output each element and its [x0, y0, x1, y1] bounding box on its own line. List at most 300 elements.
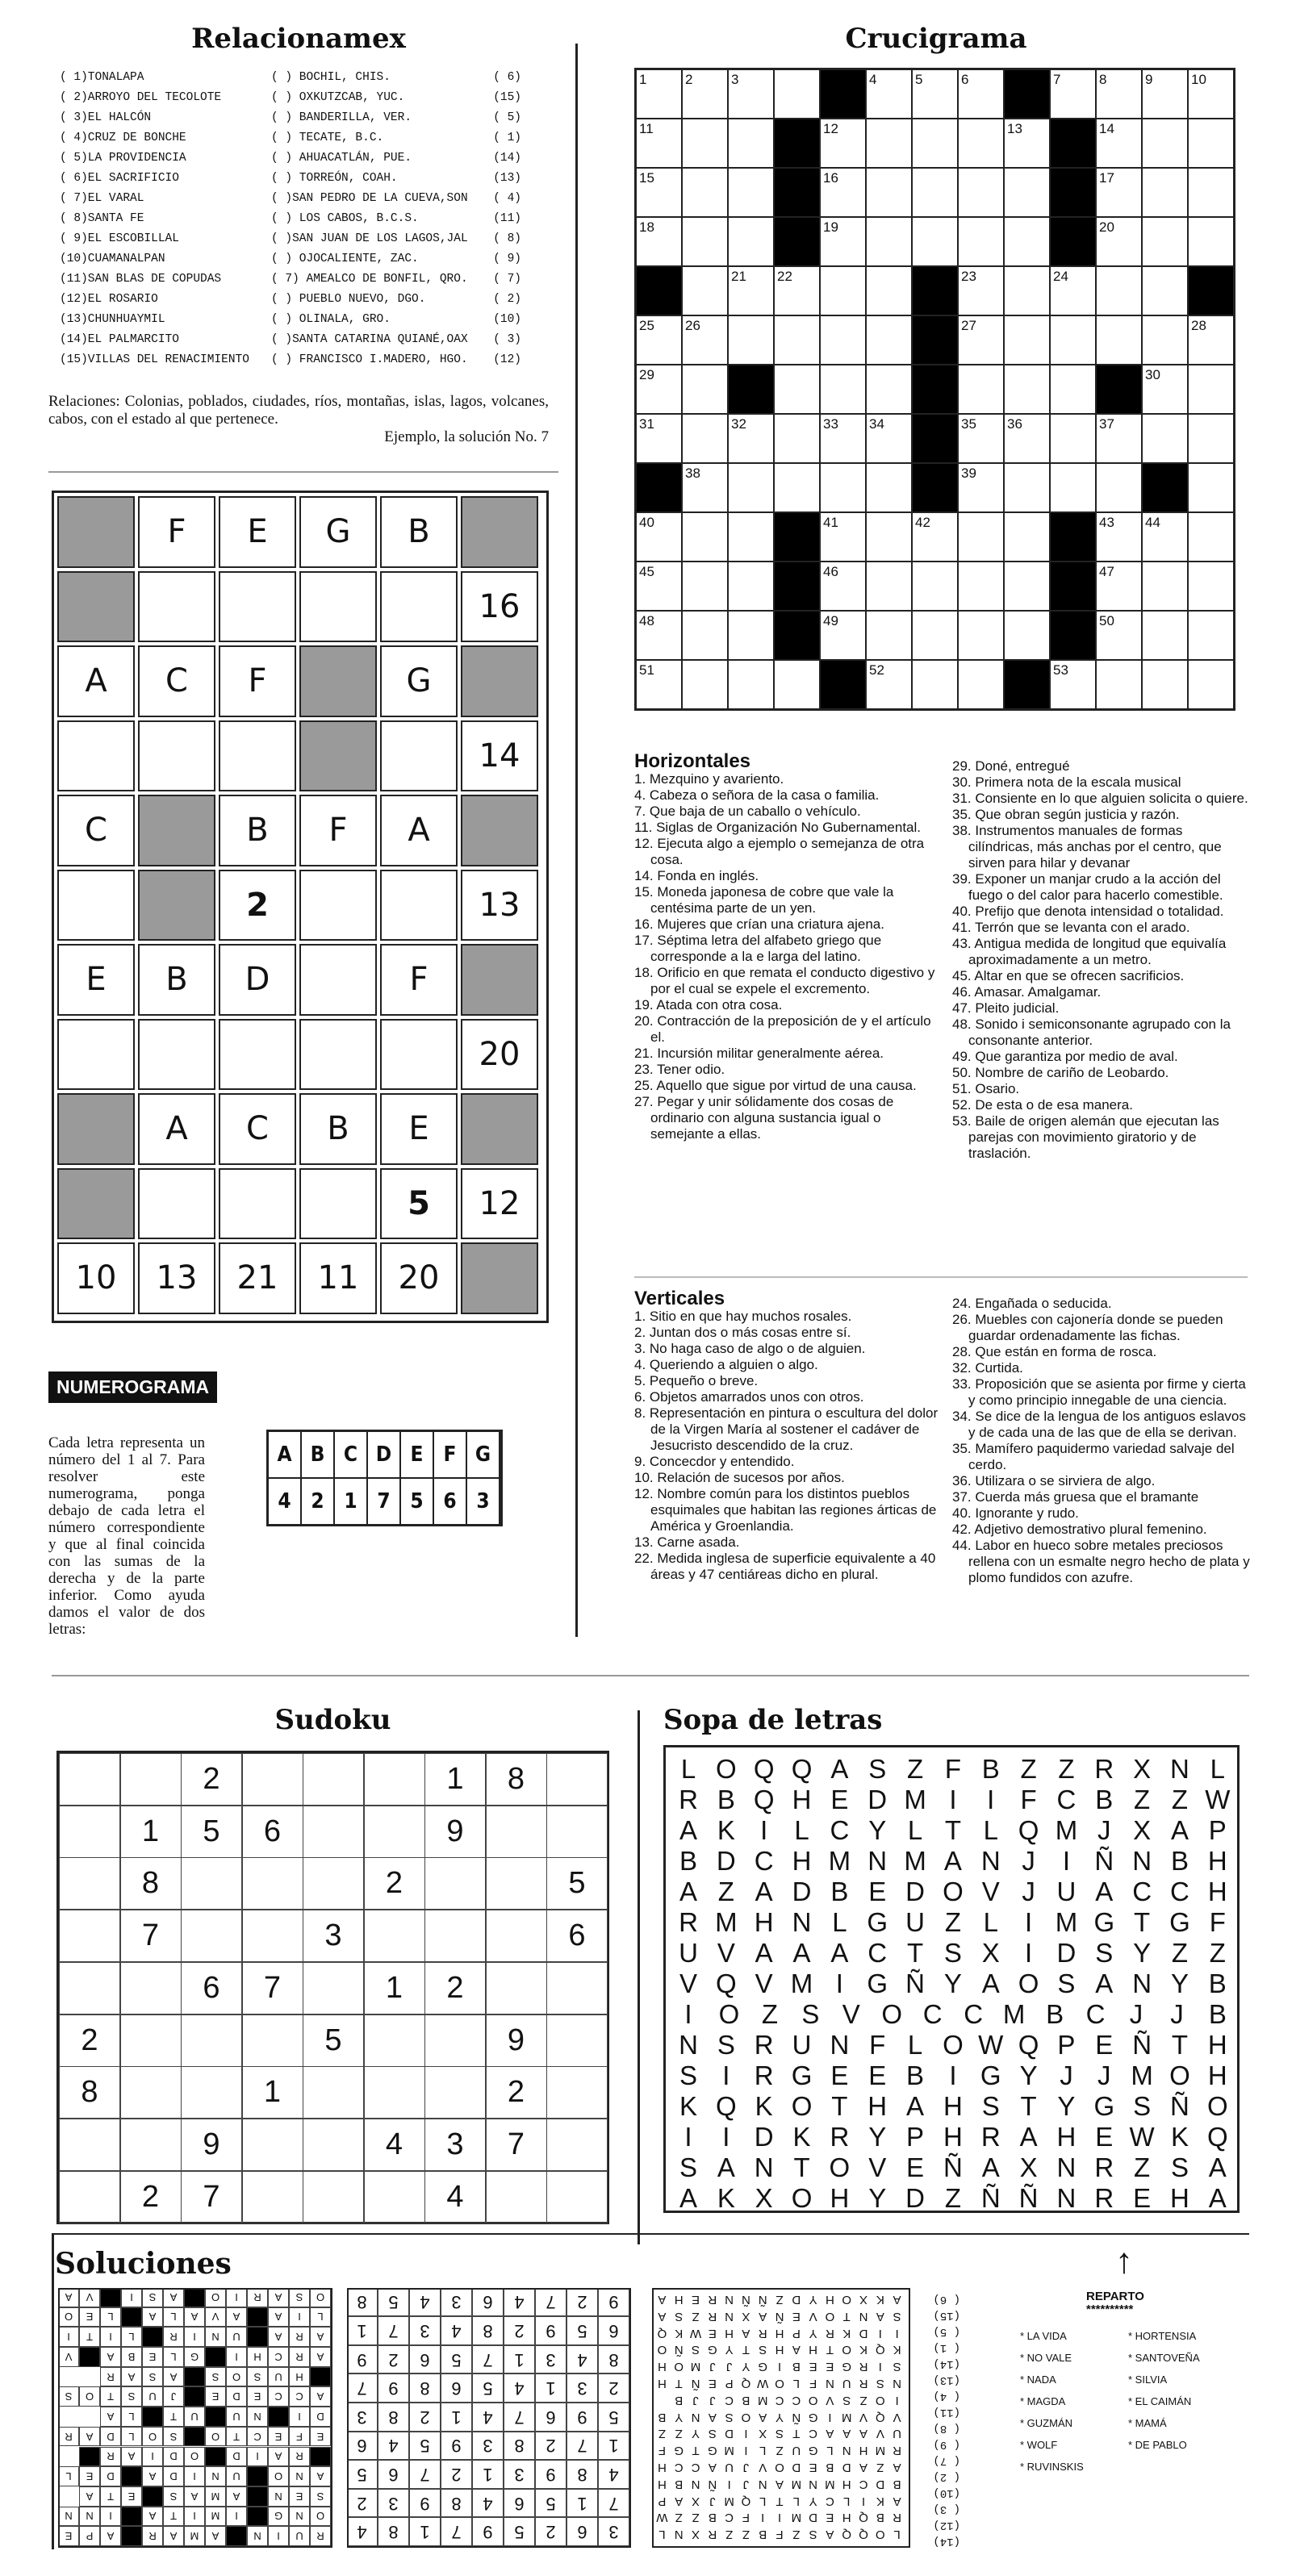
key-value: 6: [433, 1478, 466, 1524]
solution-letter: L: [58, 2466, 79, 2486]
word-search-solution-letter: X: [859, 2292, 868, 2307]
word-search-letter: H: [1207, 2030, 1227, 2060]
solution-letter: A: [163, 2367, 184, 2387]
solution-letter: L: [121, 2407, 142, 2427]
sudoku-solution-cell: 4: [566, 2345, 598, 2374]
word-search-solution-letter: L: [792, 2494, 800, 2508]
crossword-cell: [820, 512, 866, 562]
word-search-letter: Z: [1171, 1938, 1189, 1968]
crossword-cell: [1004, 562, 1050, 611]
clue: 18. Orificio en que remata el conducto digestivo y por el cual se expele el excremento.: [634, 965, 935, 996]
word-search-letter: C: [867, 1938, 888, 1968]
crossword-cell: [1096, 562, 1142, 611]
word-search-letter: S: [679, 2060, 697, 2090]
solution-letter: V: [205, 2307, 226, 2328]
sudoku-solution-cell: 2: [409, 2403, 441, 2432]
crossword-cell: [682, 611, 728, 660]
clue: 11. Siglas de Organización No Gubernamental.: [634, 820, 921, 835]
word-search-solution-letter: S: [776, 2427, 784, 2441]
key-value: 1: [334, 1478, 367, 1524]
crossword-cell: [958, 119, 1004, 168]
crossword-cell: [682, 315, 728, 365]
sudoku-solution-cell: 8: [378, 2517, 409, 2546]
sudoku-cell: [424, 2066, 486, 2119]
sudoku-cell: [546, 2066, 608, 2119]
word-search-row: [671, 2181, 1235, 2215]
sudoku-solution-cell: 4: [504, 2288, 535, 2316]
solution-letter: A: [142, 2507, 163, 2527]
sudoku-solution-cell: 7: [441, 2517, 472, 2546]
solution-block: [121, 2526, 142, 2546]
word-search-solution-letter: D: [792, 2460, 801, 2474]
word-search-row: [671, 2120, 1235, 2153]
numerograma-cell: E: [57, 944, 135, 1016]
reparto-item: * NADA: [1020, 2374, 1056, 2386]
numerograma-cell: E: [219, 496, 296, 568]
numerograma-cell: A: [57, 645, 135, 717]
word-search-solution-letter: Z: [859, 2393, 867, 2407]
crossword-number: 12: [823, 121, 838, 136]
sudoku-cell: 1: [242, 2066, 303, 2119]
clue: 2. Juntan dos o más cosas entre sí.: [634, 1325, 851, 1340]
sudoku-solution-cell: 3: [535, 2345, 566, 2374]
word-search-solution-letter: Q: [842, 2528, 852, 2542]
sudoku-solution-cell: 4: [504, 2374, 535, 2403]
relacionamex-row: [60, 128, 521, 148]
crossword-number: 23: [961, 269, 976, 284]
word-search-solution-letter: X: [759, 2427, 767, 2441]
numerograma-cell: 10: [57, 1242, 135, 1314]
sudoku-cell: [242, 1857, 303, 1910]
sudoku-cell: [364, 1806, 425, 1858]
word-search-solution-letter: E: [809, 2360, 817, 2374]
crossword-block: [728, 365, 774, 414]
crossword-cell: [682, 660, 728, 709]
crossword-cell: [636, 119, 682, 168]
relacionamex-row: [60, 108, 521, 128]
word-search-letter: V: [755, 1969, 773, 1998]
relacionamex-row: [60, 350, 521, 370]
word-search-letter: K: [717, 1815, 735, 1845]
clue: 33. Proposición que se asienta por firme y cierta y como principio innegable de una ciencia.: [952, 1376, 1246, 1408]
word-search-letter: E: [1095, 2122, 1114, 2152]
word-search-solution-letter: A: [826, 2427, 834, 2441]
word-search-solution-letter: J: [709, 2393, 716, 2407]
numerograma-cell: 13: [138, 1242, 215, 1314]
word-search-solution-letter: B: [742, 2393, 750, 2407]
crossword-cell: [958, 512, 1004, 562]
word-search-solution-letter: L: [843, 2494, 851, 2508]
sudoku-cell: [424, 1857, 486, 1910]
word-search-letter: K: [792, 2122, 811, 2152]
word-search-letter: S: [801, 1999, 820, 2029]
key-value: 5: [400, 1478, 433, 1524]
solution-letter: A: [121, 2367, 142, 2387]
reparto-item: * LA VIDA: [1020, 2330, 1067, 2342]
crossword-cell: [1096, 611, 1142, 660]
word-search-solution-letter: Q: [741, 2376, 751, 2390]
solution-letter: L: [100, 2307, 121, 2328]
crossword-cell: [1188, 414, 1234, 463]
sudoku-solution-cell: 1: [472, 2460, 504, 2489]
horizontales-title: Horizontales: [634, 750, 751, 772]
word-search-solution-letter: Z: [658, 2427, 666, 2441]
sudoku-cell: [546, 1753, 608, 1806]
solution-letter: I: [184, 2327, 205, 2347]
sudoku-cell: [303, 2119, 364, 2171]
solution-block: [205, 2347, 226, 2367]
word-search-solution-letter: H: [842, 2511, 851, 2525]
crossword-cell: [1142, 365, 1188, 414]
word-search-letter: G: [1093, 2091, 1115, 2121]
word-search-letter: N: [679, 2030, 698, 2060]
solution-letter: S: [163, 2486, 184, 2507]
crossword-cell: [728, 217, 774, 266]
word-search-letter: O: [716, 1754, 737, 1784]
word-search-solution-letter: G: [808, 2444, 818, 2458]
word-search-solution-letter: F: [658, 2444, 666, 2458]
word-search-solution-letter: U: [893, 2427, 902, 2441]
word-search-letter: Z: [1134, 2152, 1151, 2182]
word-search-solution-letter: N: [758, 2477, 767, 2491]
crossword-number: 6: [961, 72, 969, 87]
word-search-letter: N: [1170, 1754, 1189, 1784]
sudoku-solution-cell: 4: [472, 2403, 504, 2432]
sudoku-solution-cell: 9: [441, 2432, 472, 2461]
sudoku-cell: [59, 2171, 120, 2223]
word-search-solution-letter: V: [893, 2410, 901, 2424]
solution-letter: S: [310, 2486, 331, 2507]
solution-letter: P: [79, 2526, 100, 2546]
relacionamex-answer: ( 6): [493, 71, 521, 84]
relacionamex-answer: ( 5): [493, 111, 521, 124]
relacionamex-left: ( 6)EL SACRIFICIO: [60, 172, 179, 185]
solution-letter: N: [289, 2507, 310, 2527]
sudoku-cell: [546, 1806, 608, 1858]
word-search-letter: X: [755, 2183, 773, 2213]
numerograma-shaded-cell: [57, 496, 135, 568]
word-search-solution-letter: Z: [742, 2528, 750, 2542]
word-search-letter: O: [943, 2030, 964, 2060]
crossword-cell: [1050, 69, 1096, 119]
solution-letter: I: [184, 2466, 205, 2486]
word-search-solution-letter: B: [708, 2511, 717, 2525]
word-search-letter: Z: [1020, 1754, 1037, 1784]
word-search-solution-letter: I: [878, 2360, 882, 2374]
solution-block: [247, 2486, 268, 2507]
solution-letter: I: [226, 2288, 247, 2307]
crossword-cell: [1004, 611, 1050, 660]
solution-letter: D: [163, 2466, 184, 2486]
word-search-letter: A: [679, 1877, 697, 1906]
clue: 44. Labor en hueco sobre metales preciosos rellena con un esmalte negro hecho de plata y plomo fundidos con azufre.: [952, 1538, 1250, 1585]
crossword-cell: [728, 168, 774, 217]
solution-letter: A: [163, 2288, 184, 2307]
word-search-solution-letter: I: [828, 2410, 832, 2424]
sudoku-cell: [120, 1962, 182, 2014]
word-search-solution-letter: V: [859, 2410, 868, 2424]
word-search-solution-letter: D: [876, 2477, 885, 2491]
word-search-solution-letter: A: [893, 2292, 901, 2307]
numerograma-cell: [138, 571, 215, 643]
numerograma-shaded-cell: [461, 496, 538, 568]
sudoku-solution-cell: 6: [472, 2288, 504, 2316]
crossword-cell: [728, 463, 774, 512]
word-search-solution-letter: E: [692, 2292, 700, 2307]
numerograma-cell: [219, 1168, 296, 1240]
solution-letter: E: [310, 2427, 331, 2447]
solution-block: [142, 2486, 163, 2507]
word-search-letter: A: [755, 1938, 773, 1968]
word-search-letter: X: [981, 1938, 1000, 1968]
word-search-solution-letter: R: [758, 2326, 767, 2340]
key-letter: B: [301, 1432, 334, 1478]
word-search-letter: J: [1170, 1999, 1184, 2029]
crossword-block: [636, 463, 682, 512]
word-search-solution-letter: R: [893, 2444, 902, 2458]
word-search-solution-letter: A: [792, 2343, 801, 2357]
verticales-col-1: [634, 1288, 941, 1583]
word-search-letter: M: [904, 1785, 926, 1814]
solution-block: [226, 2526, 247, 2546]
solution-block: [247, 2327, 268, 2347]
clue: 47. Pleito judicial.: [952, 1000, 1060, 1016]
word-search-solution-letter: Y: [675, 2410, 684, 2424]
sudoku-solution-cell: 6: [535, 2403, 566, 2432]
numerograma-cell: [138, 1019, 215, 1091]
sudoku-cell: [303, 2171, 364, 2223]
crossword-cell: [682, 463, 728, 512]
sudoku-cell: 7: [120, 1910, 182, 1962]
numerograma-cell: A: [380, 795, 458, 866]
crossword-number: 38: [685, 466, 700, 481]
crossword-cell: [728, 562, 774, 611]
word-search-letter: M: [904, 1846, 926, 1876]
word-search-solution-letter: V: [809, 2309, 817, 2323]
word-search-solution-letter: V: [759, 2460, 767, 2474]
word-search-solution-letter: Ñ: [758, 2292, 767, 2307]
crossword-cell: [1004, 463, 1050, 512]
word-search-solution-letter: Y: [809, 2292, 817, 2307]
word-search-row: [671, 1783, 1235, 1816]
sudoku-title: Sudoku: [274, 1704, 391, 1736]
word-search-solution-letter: S: [675, 2309, 684, 2323]
word-search-letter: H: [943, 2122, 963, 2152]
word-search-solution-letter: N: [725, 2309, 734, 2323]
reparto-head: REPARTO: [1086, 2290, 1144, 2303]
sudoku-solution-cell: 5: [378, 2288, 409, 2316]
sudoku-cell: [59, 1910, 120, 1962]
verticales-title: Verticales: [634, 1288, 725, 1309]
word-search-solution-letter: A: [842, 2427, 851, 2441]
sudoku-cell: [486, 1857, 547, 1910]
solution-letter: D: [226, 2386, 247, 2407]
sudoku-cell: [242, 2014, 303, 2067]
word-search-letter: A: [1170, 1815, 1189, 1845]
crossword-cell: [1188, 168, 1234, 217]
crossword-block: [820, 69, 866, 119]
clue: 28. Que están en forma de rosca.: [952, 1344, 1157, 1359]
sudoku-solution-cell: 7: [347, 2374, 378, 2403]
crossword-cell: [1188, 69, 1234, 119]
sudoku-solution-cell: 4: [378, 2432, 409, 2461]
relacionamex-right: ( ) FRANCISCO I.MADERO, HGO.: [271, 353, 468, 366]
relacionamex-solution-num: (12): [933, 2519, 960, 2532]
word-search-row: [671, 2028, 1235, 2061]
word-search-letter: F: [869, 2030, 886, 2060]
word-search-solution-letter: I: [861, 2494, 866, 2508]
crossword-cell: [820, 463, 866, 512]
crossword-solution: [58, 2288, 332, 2548]
word-search-letter: C: [1085, 1999, 1106, 2029]
word-search-letter: J: [1129, 1999, 1143, 2029]
word-search-letter: H: [1056, 2122, 1077, 2152]
relacionamex-right: ( )SANTA CATARINA QUIANÉ,OAX: [271, 333, 468, 346]
numerograma-cell: 13: [461, 870, 538, 941]
solution-letter: R: [58, 2427, 79, 2447]
crossword-cell: [1188, 463, 1234, 512]
crossword-cell: [958, 217, 1004, 266]
word-search-solution-letter: J: [742, 2460, 750, 2474]
word-search-solution-letter: A: [859, 2460, 868, 2474]
sudoku-cell: [120, 2119, 182, 2171]
sudoku-solution-cell: 5: [441, 2345, 472, 2374]
relacionamex-right: ( ) TECATE, B.C.: [271, 132, 384, 144]
solution-block: [310, 2367, 331, 2387]
crossword-block: [774, 512, 820, 562]
solution-letter: R: [289, 2327, 310, 2347]
sudoku-solution-cell: 3: [566, 2374, 598, 2403]
word-search-solution-letter: J: [692, 2393, 699, 2407]
word-search-solution-letter: N: [674, 2528, 684, 2542]
crossword-cell: [636, 365, 682, 414]
horizontales-col-2: [952, 758, 1251, 1162]
word-search-solution-letter: I: [727, 2477, 731, 2491]
crossword-cell: [1188, 660, 1234, 709]
sudoku-solution-cell: 9: [409, 2489, 441, 2518]
sudoku-solution-cell: 2: [535, 2517, 566, 2546]
solution-block: [142, 2327, 163, 2347]
word-search-solution-letter: X: [692, 2494, 700, 2508]
reparto-item: * SANTOVEÑA: [1128, 2352, 1200, 2364]
sudoku-solution-cell: 3: [347, 2403, 378, 2432]
word-search-letter: Z: [761, 1999, 778, 2029]
sudoku-cell: [303, 1857, 364, 1910]
word-search-letter: E: [830, 1785, 849, 1814]
solution-letter: V: [79, 2288, 100, 2307]
word-search-solution-letter: C: [859, 2477, 868, 2491]
word-search-letter: T: [793, 2152, 810, 2182]
numerograma-cell: [219, 720, 296, 792]
relacionamex-note: [48, 393, 549, 446]
word-search-solution-letter: L: [826, 2444, 834, 2458]
word-search-row: [671, 2151, 1235, 2184]
word-search-letter: J: [1097, 1815, 1111, 1845]
sudoku-solution-cell: 4: [598, 2460, 629, 2489]
word-search-letter: M: [828, 1846, 851, 1876]
crossword-number: 40: [639, 515, 654, 530]
crossword-cell: [912, 512, 958, 562]
sudoku-solution-cell: 3: [472, 2432, 504, 2461]
reparto-item: * GUZMÁN: [1020, 2417, 1072, 2429]
word-search-letter: G: [980, 2060, 1001, 2090]
word-search-letter: V: [679, 1969, 697, 1998]
word-search-row: [671, 1998, 1235, 2031]
sudoku-solution-cell: 5: [566, 2316, 598, 2345]
word-search-letter: M: [1131, 2060, 1153, 2090]
word-search-solution-letter: D: [809, 2511, 818, 2525]
reparto: [997, 2235, 1231, 2525]
sudoku-cell: 8: [120, 1857, 182, 1910]
solution-letter: R: [100, 2367, 121, 2387]
sudoku-cell: 3: [424, 2119, 486, 2171]
sopa-title: Sopa de letras: [663, 1704, 883, 1736]
solution-letter: A: [184, 2486, 205, 2507]
crossword-cell: [728, 414, 774, 463]
sudoku-solution-cell: 9: [347, 2345, 378, 2374]
sudoku-cell: [120, 2066, 182, 2119]
word-search-solution-letter: Z: [792, 2528, 801, 2542]
sudoku-cell: [181, 2066, 242, 2119]
solution-letter: L: [310, 2307, 331, 2328]
word-search-letter: S: [1057, 1969, 1076, 1998]
word-search-solution-letter: N: [842, 2444, 851, 2458]
crossword-number: 44: [1145, 515, 1160, 530]
numerograma-shaded-cell: [57, 571, 135, 643]
crossword-cell: [1142, 660, 1188, 709]
solution-letter: V: [58, 2347, 79, 2367]
solution-block: [205, 2447, 226, 2467]
word-search-solution-letter: P: [792, 2326, 801, 2340]
solution-letter: R: [142, 2526, 163, 2546]
sudoku-solution-cell: 1: [409, 2517, 441, 2546]
word-search-solution-letter: Y: [809, 2494, 817, 2508]
word-search-solution-letter: O: [775, 2376, 784, 2390]
word-search-letter: A: [679, 2183, 697, 2213]
crossword-number: 8: [1099, 72, 1107, 87]
word-search-solution-letter: Q: [657, 2326, 667, 2340]
crossword-cell: [912, 562, 958, 611]
word-search-grid: [663, 1745, 1240, 2213]
clue: 12. Ejecuta algo a ejemplo o semejanza de otra cosa.: [634, 836, 925, 867]
word-search-solution-letter: H: [658, 2376, 667, 2390]
solution-letter: A: [268, 2447, 289, 2467]
numerograma-cell: 21: [219, 1242, 296, 1314]
word-search-letter: O: [1018, 1969, 1039, 1998]
relacionamex-solution-num: (14): [933, 2535, 960, 2548]
solution-letter: A: [79, 2427, 100, 2447]
crossword-cell: [958, 414, 1004, 463]
word-search-row: [671, 1967, 1235, 2000]
crossword-block: [1050, 119, 1096, 168]
word-search-row: [671, 1844, 1235, 1877]
numerograma-cell: [138, 1168, 215, 1240]
crossword-cell: [1004, 414, 1050, 463]
solution-letter: U: [226, 2327, 247, 2347]
relacionamex-row: [60, 88, 521, 108]
word-search-letter: Q: [1206, 2122, 1228, 2152]
relacionamex-title: Relacionamex: [191, 23, 406, 55]
numerograma-shaded-cell: [57, 1093, 135, 1165]
solution-letter: L: [121, 2327, 142, 2347]
word-search-letter: Z: [717, 1877, 734, 1906]
solution-letter: M: [205, 2486, 226, 2507]
numerograma-cell: C: [138, 645, 215, 717]
word-search-solution-letter: A: [859, 2427, 868, 2441]
word-search-letter: D: [905, 1877, 925, 1906]
word-search-letter: R: [679, 1785, 698, 1814]
reparto-item: * RUVINSKIS: [1020, 2461, 1084, 2473]
